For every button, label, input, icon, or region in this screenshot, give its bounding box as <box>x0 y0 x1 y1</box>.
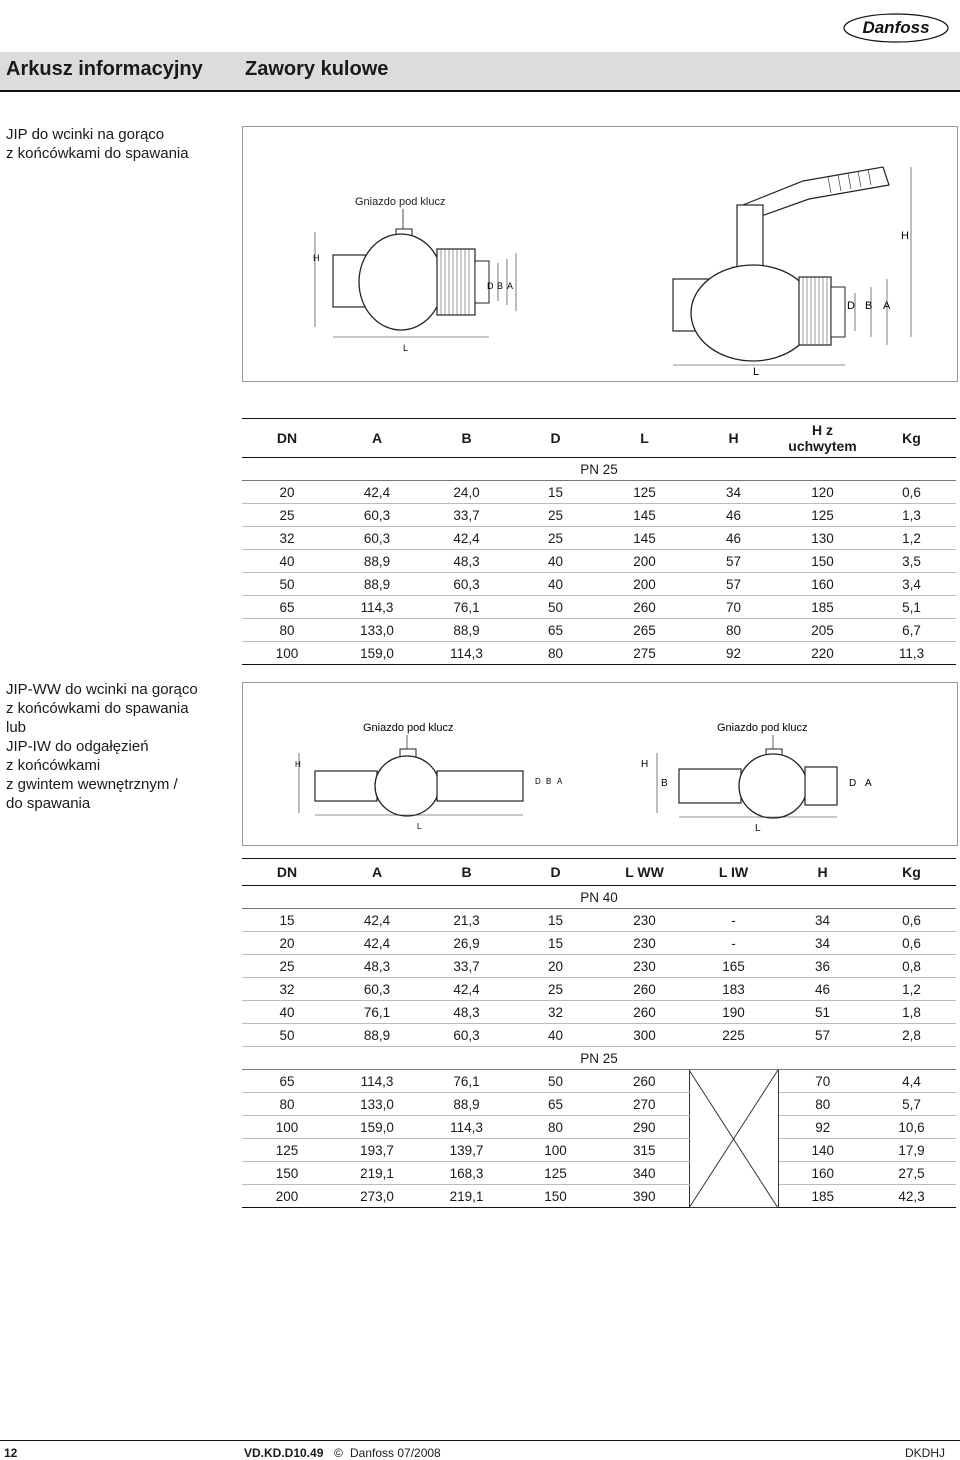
table-row <box>242 619 956 642</box>
table-cell: 76,1 <box>422 596 511 619</box>
table-cell: 50 <box>511 596 600 619</box>
table-cell: 125 <box>600 481 689 504</box>
table-cell: 20 <box>242 932 332 955</box>
table-cell: 100 <box>242 642 332 665</box>
table-cell: 159,0 <box>332 1116 422 1139</box>
table-row <box>242 1093 956 1116</box>
table-cell: 0,6 <box>867 909 956 932</box>
dim-d-label: D <box>535 777 541 786</box>
table-cell: 34 <box>778 909 867 932</box>
table-cell: - <box>689 909 778 932</box>
table-cell: 125 <box>242 1139 332 1162</box>
table-cell: 32 <box>242 527 332 550</box>
table-cell: 193,7 <box>332 1139 422 1162</box>
table-cell: 160 <box>778 1162 867 1185</box>
socket-label: Gniazdo pod klucz <box>355 196 446 208</box>
table-row <box>242 1162 956 1185</box>
section2-label-line: z końcówkami do spawania <box>6 700 189 717</box>
table-cell <box>689 1116 778 1139</box>
table-cell: 60,3 <box>422 573 511 596</box>
section2-label-line: do spawania <box>6 795 91 812</box>
table-cell: 160 <box>778 573 867 596</box>
table-cell: 65 <box>511 1093 600 1116</box>
table-cell <box>689 1139 778 1162</box>
section2-label-line: z końcówkami <box>6 757 101 774</box>
section2-label-line: JIP-IW do odgałęzień <box>6 738 149 755</box>
table-cell: 130 <box>778 527 867 550</box>
table-cell: 40 <box>511 1024 600 1047</box>
col-header: L <box>600 419 689 458</box>
table-cell: 48,3 <box>332 955 422 978</box>
table-cell: 60,3 <box>332 527 422 550</box>
table-cell: 32 <box>242 978 332 1001</box>
table-cell: 340 <box>600 1162 689 1185</box>
table-cell: 40 <box>242 1001 332 1024</box>
table-cell: 260 <box>600 1070 689 1093</box>
table-cell: 205 <box>778 619 867 642</box>
table-cell: 270 <box>600 1093 689 1116</box>
dim-a-label: A <box>883 300 891 312</box>
table-cell: 36 <box>778 955 867 978</box>
table-cell: 3,5 <box>867 550 956 573</box>
table-row <box>242 504 956 527</box>
table-cell: 390 <box>600 1185 689 1208</box>
table-cell: 88,9 <box>332 550 422 573</box>
table-cell: 51 <box>778 1001 867 1024</box>
table-row <box>242 573 956 596</box>
table-cell: 34 <box>689 481 778 504</box>
table-cell: 168,3 <box>422 1162 511 1185</box>
table-cell: 25 <box>242 955 332 978</box>
table-cell: 15 <box>511 481 600 504</box>
section2-label-line: lub <box>6 719 27 736</box>
table-cell: 300 <box>600 1024 689 1047</box>
col-header: Kg <box>867 419 956 458</box>
table-cell: 10,6 <box>867 1116 956 1139</box>
table-cell: 185 <box>778 596 867 619</box>
table-cell: 230 <box>600 932 689 955</box>
table-cell: 5,1 <box>867 596 956 619</box>
table-cell: 219,1 <box>332 1162 422 1185</box>
table-cell: 100 <box>242 1116 332 1139</box>
table-cell: 145 <box>600 527 689 550</box>
section1-label-line: z końcówkami do spawania <box>6 145 189 162</box>
table-row <box>242 1070 956 1093</box>
table-row <box>242 932 956 955</box>
table-cell: 88,9 <box>332 1024 422 1047</box>
col-header: H z uchwytem <box>778 419 867 458</box>
table-row <box>242 1139 956 1162</box>
table-cell: 100 <box>511 1139 600 1162</box>
table-cell: 275 <box>600 642 689 665</box>
table-cell: 200 <box>600 550 689 573</box>
table-cell: 200 <box>600 573 689 596</box>
table-cell: 48,3 <box>422 550 511 573</box>
table-cell: 133,0 <box>332 1093 422 1116</box>
col-header: B <box>422 419 511 458</box>
table-cell: 315 <box>600 1139 689 1162</box>
table-cell: 27,5 <box>867 1162 956 1185</box>
section2-figure <box>242 682 958 846</box>
table-row <box>242 909 956 932</box>
col-header: DN <box>242 859 332 886</box>
copyright-text: Danfoss 07/2008 <box>350 1446 441 1460</box>
col-header: H <box>778 859 867 886</box>
table-jip-ww-iw <box>242 858 956 1208</box>
dim-d-label: D <box>847 300 855 312</box>
table-row <box>242 642 956 665</box>
table-cell: 145 <box>600 504 689 527</box>
pressure-row <box>242 886 956 909</box>
col-header: H <box>689 419 778 458</box>
table-cell: 140 <box>778 1139 867 1162</box>
section1-label <box>6 125 231 163</box>
table-cell: 3,4 <box>867 573 956 596</box>
table-cell: 42,4 <box>332 932 422 955</box>
section1-label-line: JIP do wcinki na gorąco <box>6 126 165 143</box>
dim-b-label: B <box>546 777 552 786</box>
dim-l-label: L <box>753 366 760 378</box>
table-cell: 25 <box>511 504 600 527</box>
table-cell: 21,3 <box>422 909 511 932</box>
logo-wordmark: Danfoss <box>862 18 930 37</box>
section1-figure <box>242 126 958 382</box>
table-row <box>242 955 956 978</box>
valve-drawing-jip <box>243 127 957 381</box>
pressure-row <box>242 1047 956 1070</box>
table-cell: 6,7 <box>867 619 956 642</box>
table-cell: 26,9 <box>422 932 511 955</box>
copyright-symbol: © <box>334 1446 343 1460</box>
table-cell: 42,4 <box>422 978 511 1001</box>
table-cell: 42,4 <box>332 481 422 504</box>
table-cell: 17,9 <box>867 1139 956 1162</box>
footer-right-code: DKDHJ <box>905 1446 946 1460</box>
col-header: L WW <box>600 859 689 886</box>
table-cell: 40 <box>511 573 600 596</box>
table-cell: 88,9 <box>422 619 511 642</box>
col-header: L IW <box>689 859 778 886</box>
table-cell: 1,2 <box>867 527 956 550</box>
table-cell: 1,8 <box>867 1001 956 1024</box>
dim-h-label: H <box>641 759 649 770</box>
table-cell: 225 <box>689 1024 778 1047</box>
doc-type-title: Arkusz informacyjny <box>6 58 203 80</box>
table-row <box>242 978 956 1001</box>
table-cell: 60,3 <box>422 1024 511 1047</box>
table-cell: 57 <box>778 1024 867 1047</box>
table-cell: 1,3 <box>867 504 956 527</box>
dim-a-label: A <box>557 777 563 786</box>
dim-l-label: L <box>755 823 761 834</box>
table-cell: 92 <box>689 642 778 665</box>
dim-a-label: A <box>507 281 514 291</box>
dim-h-label: H <box>295 760 301 769</box>
table-cell: 125 <box>778 504 867 527</box>
footer-rule <box>0 1440 960 1441</box>
table-row <box>242 1185 956 1208</box>
table-cell: 32 <box>511 1001 600 1024</box>
table-cell: 260 <box>600 596 689 619</box>
table-cell: 88,9 <box>422 1093 511 1116</box>
table-cell: 1,2 <box>867 978 956 1001</box>
dim-d-label: D <box>487 281 494 291</box>
valve-drawing-jip-ww-iw <box>243 683 957 845</box>
section2-label-line: z gwintem wewnętrznym / <box>6 776 178 793</box>
table-cell: 65 <box>511 619 600 642</box>
doc-code: VD.KD.D10.49 <box>244 1446 324 1460</box>
table-cell <box>689 1162 778 1185</box>
table-cell: 25 <box>242 504 332 527</box>
table-cell: 42,3 <box>867 1185 956 1208</box>
table-cell: 219,1 <box>422 1185 511 1208</box>
table-cell: 120 <box>778 481 867 504</box>
table-cell <box>689 1093 778 1116</box>
table-cell: 5,7 <box>867 1093 956 1116</box>
table-cell: 114,3 <box>422 642 511 665</box>
table-cell: 114,3 <box>332 1070 422 1093</box>
table-cell: 46 <box>689 504 778 527</box>
table-cell: 15 <box>511 932 600 955</box>
pressure-class: PN 25 <box>242 458 956 481</box>
table-cell: 80 <box>242 619 332 642</box>
table-cell: 50 <box>242 1024 332 1047</box>
table-cell: 48,3 <box>422 1001 511 1024</box>
table-cell: 2,8 <box>867 1024 956 1047</box>
table-row <box>242 481 956 504</box>
dim-a-label: A <box>865 778 872 789</box>
table-cell: 20 <box>242 481 332 504</box>
table-cell <box>689 1070 778 1093</box>
table-cell: 125 <box>511 1162 600 1185</box>
table-cell: 76,1 <box>422 1070 511 1093</box>
col-header: D <box>511 419 600 458</box>
table-cell: 230 <box>600 909 689 932</box>
table-cell: 33,7 <box>422 955 511 978</box>
table-cell: 290 <box>600 1116 689 1139</box>
table-cell: 150 <box>778 550 867 573</box>
dim-l-label: L <box>403 343 409 353</box>
dim-h-label: H <box>901 230 909 242</box>
col-header: DN <box>242 419 332 458</box>
table-cell: 70 <box>689 596 778 619</box>
pressure-class: PN 40 <box>242 886 956 909</box>
table-cell: 42,4 <box>332 909 422 932</box>
table-cell: 114,3 <box>332 596 422 619</box>
table-cell: 230 <box>600 955 689 978</box>
table-cell: 4,4 <box>867 1070 956 1093</box>
table-cell: 80 <box>689 619 778 642</box>
table-row <box>242 1001 956 1024</box>
table-cell: 34 <box>778 932 867 955</box>
table-cell: 33,7 <box>422 504 511 527</box>
table-cell: 65 <box>242 1070 332 1093</box>
table-cell: 185 <box>778 1185 867 1208</box>
col-header: B <box>422 859 511 886</box>
table-cell: 50 <box>511 1070 600 1093</box>
col-header: A <box>332 419 422 458</box>
table-cell: 40 <box>242 550 332 573</box>
dim-d-label: D <box>849 778 857 789</box>
table-cell: 260 <box>600 978 689 1001</box>
table-cell: 0,6 <box>867 932 956 955</box>
page-number: 12 <box>4 1446 18 1460</box>
dim-h-label: H <box>313 253 320 263</box>
dim-b-label: B <box>661 778 668 789</box>
table-cell: 265 <box>600 619 689 642</box>
table-cell: 190 <box>689 1001 778 1024</box>
table-cell: 11,3 <box>867 642 956 665</box>
table-cell <box>689 1185 778 1208</box>
socket-label: Gniazdo pod klucz <box>717 722 808 734</box>
table-cell: 220 <box>778 642 867 665</box>
table-cell: 80 <box>511 1116 600 1139</box>
table-cell: 0,8 <box>867 955 956 978</box>
table-cell: 92 <box>778 1116 867 1139</box>
danfoss-logo <box>842 6 950 46</box>
table-cell: 80 <box>242 1093 332 1116</box>
table-cell: 50 <box>242 573 332 596</box>
table-cell: 20 <box>511 955 600 978</box>
table-cell: 150 <box>242 1162 332 1185</box>
table-cell: 80 <box>778 1093 867 1116</box>
table-cell: 60,3 <box>332 504 422 527</box>
section2-label-line: JIP-WW do wcinki na gorąco <box>6 681 198 698</box>
product-title: Zawory kulowe <box>245 58 389 80</box>
table-cell: 46 <box>778 978 867 1001</box>
table-cell: 260 <box>600 1001 689 1024</box>
table-cell: 80 <box>511 642 600 665</box>
table-cell: 40 <box>511 550 600 573</box>
section2-label <box>6 680 231 813</box>
table-cell: 150 <box>511 1185 600 1208</box>
table-cell: 139,7 <box>422 1139 511 1162</box>
table-cell: 76,1 <box>332 1001 422 1024</box>
col-header: Kg <box>867 859 956 886</box>
table-row <box>242 1116 956 1139</box>
table-row <box>242 596 956 619</box>
table-cell: 60,3 <box>332 978 422 1001</box>
table-cell: 15 <box>242 909 332 932</box>
socket-label: Gniazdo pod klucz <box>363 722 454 734</box>
table-cell: 57 <box>689 573 778 596</box>
table-jip <box>242 418 956 665</box>
table-cell: 133,0 <box>332 619 422 642</box>
table-row <box>242 527 956 550</box>
table-cell: 24,0 <box>422 481 511 504</box>
table-row <box>242 1024 956 1047</box>
dim-b-label: B <box>497 281 504 291</box>
table-cell: 114,3 <box>422 1116 511 1139</box>
col-header: D <box>511 859 600 886</box>
table-cell: 15 <box>511 909 600 932</box>
dim-b-label: B <box>865 300 873 312</box>
col-header: A <box>332 859 422 886</box>
table-cell: 57 <box>689 550 778 573</box>
dim-l-label: L <box>417 822 422 831</box>
table-cell: 273,0 <box>332 1185 422 1208</box>
table-cell: - <box>689 932 778 955</box>
table-cell: 165 <box>689 955 778 978</box>
pressure-class: PN 25 <box>242 1047 956 1070</box>
table-row <box>242 550 956 573</box>
table-cell: 25 <box>511 527 600 550</box>
table-cell: 200 <box>242 1185 332 1208</box>
table-cell: 88,9 <box>332 573 422 596</box>
table-cell: 46 <box>689 527 778 550</box>
table-cell: 0,6 <box>867 481 956 504</box>
table-cell: 183 <box>689 978 778 1001</box>
table-cell: 65 <box>242 596 332 619</box>
table-cell: 25 <box>511 978 600 1001</box>
table-cell: 159,0 <box>332 642 422 665</box>
table-cell: 70 <box>778 1070 867 1093</box>
table-cell: 42,4 <box>422 527 511 550</box>
